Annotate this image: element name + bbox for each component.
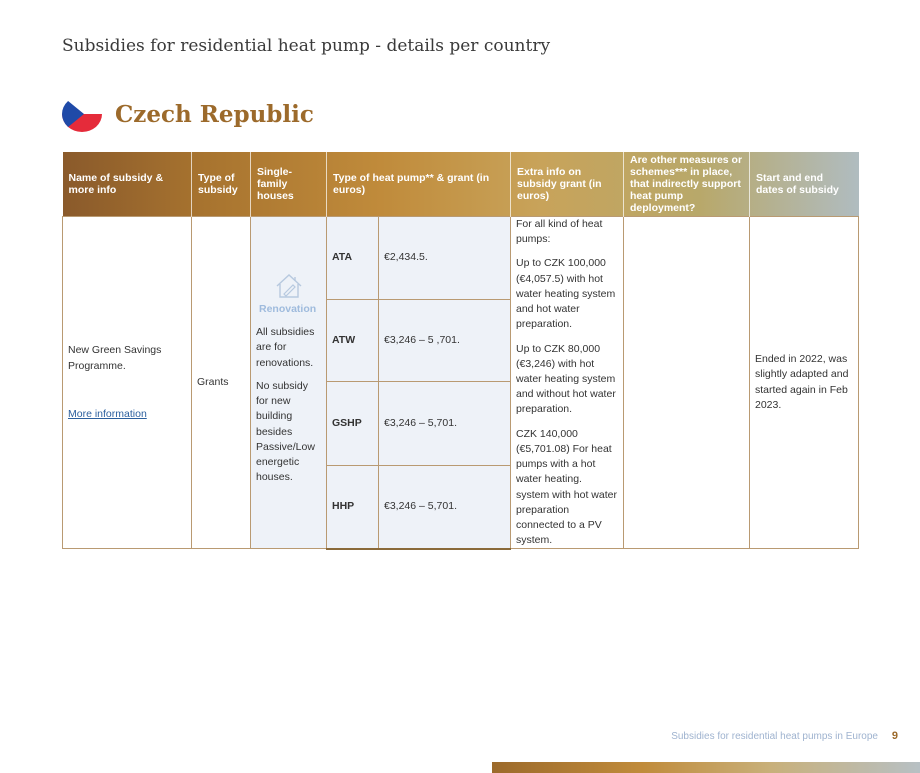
country-heading	[62, 96, 314, 132]
heat-pump-grant: €3,246 – 5,701.	[379, 465, 511, 549]
page-number: 9	[891, 730, 898, 742]
more-information-link[interactable]: More information	[68, 407, 147, 420]
heat-pump-grant: €3,246 – 5 ,701.	[379, 299, 511, 382]
table-header-row	[63, 152, 859, 217]
header-dates: Start and end dates of subsidy	[756, 171, 839, 196]
subsidy-name: New Green Savings Programme.	[68, 344, 162, 372]
heat-pump-grant: €2,434.5.	[379, 217, 511, 300]
renovation-label: Renovation	[259, 302, 317, 315]
extra-info-paragraph: Up to CZK 80,000 (€3,246) with hot water heating system and without hot water preparation.	[516, 342, 616, 416]
new-building-note: No subsidy for new building besides Passive/Low energetic houses.	[256, 379, 315, 484]
czech-flag-icon	[62, 96, 102, 132]
header-heat-pump: Type of heat pump** & grant (in euros)	[327, 152, 511, 217]
footer-title: Subsidies for residential heat pumps in Europe	[671, 731, 878, 742]
header-other-measures: Are other measures or schemes*** in place, that indirectly support heat pump deployment?	[624, 152, 750, 217]
heat-pump-type: ATA	[327, 217, 379, 300]
subsidy-name-cell	[63, 217, 192, 549]
extra-info-paragraph: CZK 140,000 (€5,701.08) For heat pumps with a hot water heating. system with hot water preparation connected to a PV system.	[516, 427, 617, 547]
country-name: Czech Republic	[115, 100, 314, 128]
header-name: Name of subsidy & more info	[63, 152, 192, 217]
dates-cell: Ended in 2022, was slightly adapted and started again in Feb 2023.	[750, 217, 859, 549]
heat-pump-grant: €3,246 – 5,701.	[379, 382, 511, 466]
subsidy-type: Grants	[192, 217, 251, 549]
extra-info-paragraph: For all kind of heat pumps:	[516, 218, 603, 246]
extra-info-paragraph: Up to CZK 100,000 (€4,057.5) with hot water heating system and hot water preparation.	[516, 257, 616, 331]
heat-pump-type: HHP	[327, 465, 379, 549]
renovation-note: All subsidies are for renovations.	[256, 326, 315, 369]
table-row	[63, 217, 859, 300]
other-measures-cell	[624, 217, 750, 549]
header-single-family: Single-family houses	[251, 152, 327, 217]
subsidy-table	[62, 152, 859, 550]
heat-pump-type: GSHP	[327, 382, 379, 466]
header-extra-info: Extra info on subsidy grant (in euros)	[511, 152, 624, 217]
single-family-cell	[251, 217, 327, 549]
page-title: Subsidies for residential heat pump - details per country	[62, 36, 551, 56]
house-renovation-icon	[274, 272, 304, 300]
extra-info-cell	[511, 217, 624, 549]
heat-pump-type: ATW	[327, 299, 379, 382]
header-type: Type of subsidy	[192, 152, 251, 217]
footer-bar	[492, 762, 920, 773]
